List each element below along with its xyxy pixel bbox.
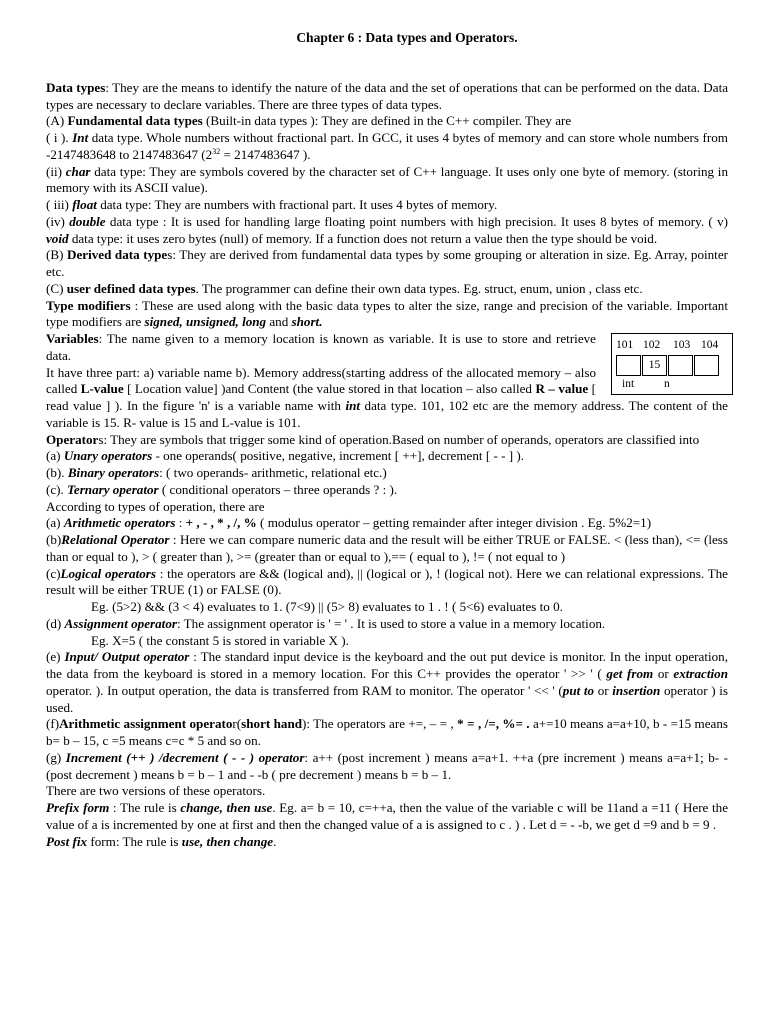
text-run: (c) <box>46 565 61 581</box>
text-run: (g) <box>46 749 66 765</box>
emphasized-text: extraction <box>673 666 728 681</box>
text-run: operator ) is used. <box>46 682 728 715</box>
paragraph <box>46 80 728 114</box>
text-run: data type: it uses zero bytes (null) of memory. If a function does not return a value then the type should be void. <box>68 230 658 246</box>
paragraph <box>46 633 728 650</box>
text-run: (a) <box>46 515 64 531</box>
text-run: data type. 101, 102 etc are the memory address. The content of the variable is 15. R- value is 15 and L-value is 101. <box>46 398 728 430</box>
emphasized-text: unsigned, <box>186 314 239 330</box>
text-run: (e) <box>46 649 65 665</box>
text-run: s: They are derived from fundamental data types by some grouping or alteration in size. Eg. Array, pointer etc. <box>46 247 728 279</box>
text-run: : These are used along with the basic data types to alter the size, range and precision of the variable. Important type modifiers are <box>46 297 728 330</box>
text-run: : The standard input device is the keyboard and the out put device is monitor. In the input operation, the data from the keyboard is stored in a memory location. For this C++ provides the operator ' >> ' ( <box>46 649 728 681</box>
emphasized-text: 32 <box>212 146 221 156</box>
emphasized-text: void <box>46 230 69 246</box>
text-run: data type. Whole numbers without fractional part. In GCC, it uses 4 bytes of memory and can store whole numbers from -2147483648 to 2147483647 (2 <box>46 130 728 162</box>
memory-address-label: 103 <box>673 339 691 351</box>
emphasized-text: Logical operators <box>60 565 156 581</box>
document-body <box>46 80 728 851</box>
emphasized-text: Arithmetic assignment operato <box>59 716 233 732</box>
memory-cell <box>616 355 641 376</box>
text-run: : the operators are && (logical and), || (logical or ), ! (logical not). Here we can relational expressions. The result will be either TRUE (1) or FALSE (0). <box>46 565 728 598</box>
paragraph <box>46 783 728 800</box>
paragraph <box>46 448 728 465</box>
paragraph <box>46 482 728 499</box>
text-run: [ read value ] ). In the figure 'n' is a variable name with <box>46 381 597 413</box>
text-run: [ Location value] )and Content (the value stored in that location – also called <box>123 381 536 397</box>
paragraph <box>46 800 728 834</box>
emphasized-text: Assignment operator <box>64 615 177 631</box>
emphasized-text: put to <box>562 682 595 698</box>
text-run: a+=10 means a=a+10, b - =15 means b= b – 15, c =5 means c=c * 5 and so on. <box>46 716 728 748</box>
emphasized-text: Type modifiers <box>46 297 131 313</box>
emphasized-text: Operator <box>46 431 99 447</box>
emphasized-text: Derived data type <box>67 247 168 263</box>
emphasized-text: L-value <box>80 381 124 397</box>
paragraph <box>46 298 728 332</box>
text-run: (C) <box>46 280 67 296</box>
text-run: There are two versions of these operators. <box>46 783 266 799</box>
paragraph <box>46 515 728 532</box>
emphasized-text: Increment (++ ) /decrement ( - - ) operator <box>65 749 305 765</box>
paragraph <box>46 113 728 130</box>
paragraph <box>46 616 728 633</box>
text-run: data type : It is used for handling large floating point numbers with high precision. It uses 8 bytes of memory. ( v) <box>105 213 728 229</box>
text-run: (Built-in data types ): They are defined in the C++ compiler. They are <box>202 113 572 129</box>
emphasized-text: get from <box>606 666 654 681</box>
text-run: ( i ). <box>46 130 73 145</box>
emphasized-text: signed, <box>144 314 183 330</box>
paragraph <box>46 432 728 449</box>
text-run: . Eg. a= b = 10, c=++a, then the value of the variable c will be 11and a =11 ( Here the value of a is incremented by one at first and then the changed value of a is assigned to c . ) . Let d = - -b, we get d =9 and b = 9 . <box>46 800 729 832</box>
text-run: or <box>594 682 613 698</box>
text-run: r( <box>232 716 242 732</box>
emphasized-text: Prefix form <box>46 800 110 815</box>
emphasized-text: Post fix <box>46 833 88 849</box>
text-run: operator. ). In output operation, the data is transferred from RAM to monitor. The operator ' << ' ( <box>46 682 563 698</box>
text-run: form: The rule is <box>87 833 182 849</box>
emphasized-text: float <box>72 197 97 212</box>
paragraph <box>46 532 728 566</box>
paragraph <box>46 649 728 716</box>
paragraph <box>46 164 728 198</box>
emphasized-text: Relational Operator <box>61 532 170 547</box>
text-run: According to types of operation, there are <box>46 498 265 514</box>
text-run: (a) <box>46 448 64 464</box>
emphasized-text: Fundamental data types <box>67 113 203 129</box>
text-run: : The rule is <box>109 800 181 815</box>
emphasized-text: Arithmetic operators <box>63 515 176 531</box>
text-run: ): The operators are +=, – = , <box>302 716 458 732</box>
memory-cells <box>616 355 728 376</box>
emphasized-text: use, then change <box>181 833 274 849</box>
paragraph <box>46 465 728 482</box>
text-run: (iv) <box>46 213 70 229</box>
text-run: : a++ (post increment ) means a=a+1. ++a (pre increment ) means a=a+1; b- - (post decrement ) means b = b – 1 and - -b ( pre decrement ) means b = b – 1. <box>46 749 728 782</box>
emphasized-text: char <box>65 163 91 179</box>
emphasized-text: Int <box>72 130 89 145</box>
text-run: (c). <box>46 481 68 497</box>
text-run: ( modulus operator – getting remainder after integer division . Eg. 5%2=1) <box>256 515 652 531</box>
text-run: (B) <box>46 247 68 263</box>
emphasized-text: int <box>345 398 361 413</box>
memory-address-label: 101 <box>616 339 634 351</box>
text-run: ( iii) <box>46 197 73 212</box>
memory-address-label: 104 <box>701 339 719 351</box>
text-run: It have three part: a) variable name b). Memory address(starting address of the allocated memory – also called <box>46 364 596 397</box>
paragraph <box>46 499 728 516</box>
text-run: = 2147483647 ). <box>220 146 311 162</box>
text-run: data type: They are symbols covered by the character set of C++ language. It uses only one byte of memory. (storing in memory with its ASCII value). <box>46 163 728 196</box>
text-run: (b). <box>46 465 68 480</box>
text-run: or <box>653 666 674 681</box>
memory-cell: 15 <box>642 355 667 376</box>
chapter-title: Chapter 6 : Data types and Operators. <box>296 30 518 45</box>
paragraph <box>46 130 728 164</box>
memory-variable-label: n <box>664 378 670 390</box>
emphasized-text: insertion <box>612 682 661 698</box>
emphasized-text: Unary operators <box>63 448 153 464</box>
text-run: ( conditional operators – three operands ? : ). <box>158 481 398 497</box>
text-run: Eg. (5>2) && (3 < 4) evaluates to 1. (7<9) || (5> 8) evaluates to 1 . ! ( 5<6) evaluates to 0. <box>91 599 563 614</box>
paragraph <box>46 197 728 214</box>
text-run: : The assignment operator is ' = ' . It is used to store a value in a memory location. <box>176 615 606 631</box>
paragraph <box>46 716 728 750</box>
memory-cell <box>694 355 719 376</box>
emphasized-text: short. <box>291 314 323 330</box>
text-run: data type: They are numbers with fractional part. It uses 4 bytes of memory. <box>96 197 498 212</box>
emphasized-text: Input/ Output operator <box>64 649 190 665</box>
paragraph <box>46 599 728 616</box>
memory-type-label: int <box>622 378 635 390</box>
memory-figure <box>611 333 733 395</box>
text-run: : ( two operands- arithmetic, relational etc.) <box>159 465 387 480</box>
emphasized-text: Variables <box>46 331 99 346</box>
text-run: . <box>273 833 277 849</box>
text-run: Eg. X=5 ( the constant 5 is stored in variable X ). <box>91 632 349 648</box>
text-run: : They are the means to identify the nature of the data and the set of operations that can be performed on the data. Data types are necessary to declare variables. There are three types of data types. <box>46 79 729 112</box>
emphasized-text: Data types <box>46 79 106 95</box>
emphasized-text: double <box>69 213 106 229</box>
text-run: : Here we can compare numeric data and the result will be either TRUE or FALSE. < (less than), <= (less than or equal to ), > ( greater than ), >= (greater than or equal to ),== ( equal to ), != ( not equal to ) <box>46 532 729 564</box>
text-run: : <box>175 515 186 531</box>
emphasized-text: R – value <box>535 381 589 397</box>
paragraph <box>46 566 728 600</box>
text-run: and <box>266 314 292 330</box>
text-run: (f) <box>46 716 60 732</box>
text-run: (d) <box>46 615 65 631</box>
emphasized-text: * = , /=, %= . <box>457 716 530 732</box>
text-run: s: They are symbols that trigger some kind of operation.Based on number of operands, operators are classified into <box>98 431 700 447</box>
memory-cell <box>668 355 693 376</box>
text-run: - one operands( positive, negative, increment [ ++], decrement [ - - ] ). <box>152 448 524 464</box>
emphasized-text: + , - , * , /, % <box>185 515 257 531</box>
emphasized-text: Binary operators <box>67 465 160 480</box>
paragraph <box>46 834 728 851</box>
text-run: (A) <box>46 113 68 129</box>
text-run: (b) <box>46 532 62 547</box>
paragraph <box>46 247 728 281</box>
paragraph <box>46 281 728 298</box>
emphasized-text: change, then use <box>180 800 273 815</box>
memory-address-label: 102 <box>643 339 661 351</box>
paragraph <box>46 750 728 784</box>
emphasized-text: Ternary operator <box>67 481 159 497</box>
text-run: (ii) <box>46 163 66 179</box>
emphasized-text: long <box>242 314 267 330</box>
emphasized-text: short hand <box>241 716 303 732</box>
text-run: . The programmer can define their own data types. Eg. struct, enum, union , class etc. <box>195 280 643 296</box>
paragraph <box>46 214 728 248</box>
text-run: : The name given to a memory location is known as variable. It is use to store and retrieve data. <box>46 331 596 363</box>
emphasized-text: user defined data types <box>66 280 196 296</box>
